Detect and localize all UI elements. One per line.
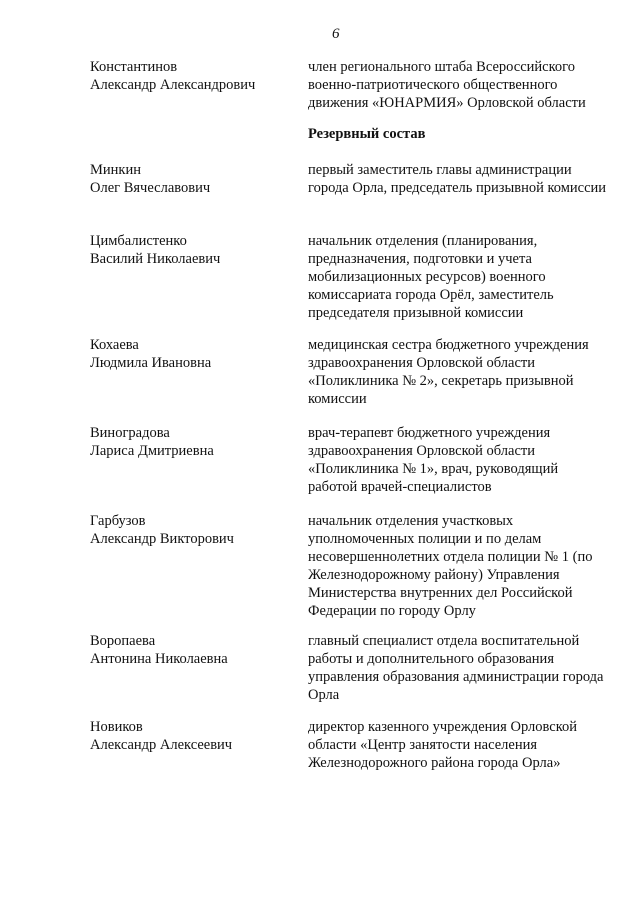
member-name bbox=[90, 512, 290, 548]
member-surname: Воропаева bbox=[90, 633, 156, 649]
member-given-names: Александр Алексеевич bbox=[90, 737, 233, 753]
member-name bbox=[90, 424, 290, 460]
member-given-names: Александр Александрович bbox=[90, 77, 256, 93]
member-position: первый заместитель главы администрации города Орла, председатель призывной комиссии bbox=[308, 162, 607, 196]
reserve-section-heading: Резервный состав bbox=[308, 126, 426, 142]
member-given-names: Лариса Дмитриевна bbox=[90, 443, 214, 459]
member-name bbox=[90, 58, 290, 94]
member-given-names: Антонина Николаевна bbox=[90, 651, 228, 667]
member-position: начальник отделения (планирования, предназначения, подготовки и учета мобилизационных ресурсов) военного комиссариата города Орёл, заместитель председателя призывной комиссии bbox=[308, 233, 554, 321]
member-given-names: Людмила Ивановна bbox=[90, 355, 212, 371]
member-position: директор казенного учреждения Орловской области «Центр занятости населения Железнодорожного района города Орла» bbox=[308, 719, 578, 771]
member-surname: Константинов bbox=[90, 59, 178, 75]
member-position: член регионального штаба Всероссийского военно-патриотического общественного движения «ЮНАРМИЯ» Орловской области bbox=[308, 59, 586, 111]
member-surname: Гарбузов bbox=[90, 513, 146, 529]
member-name bbox=[90, 718, 290, 754]
member-surname: Кохаева bbox=[90, 337, 139, 353]
member-position: медицинская сестра бюджетного учреждения здравоохранения Орловской области «Поликлиника № 2», секретарь призывной комиссии bbox=[308, 337, 589, 407]
member-given-names: Олег Вячеславович bbox=[90, 180, 211, 196]
member-surname: Виноградова bbox=[90, 425, 170, 441]
member-position: врач-терапевт бюджетного учреждения здравоохранения Орловской области «Поликлиника № 1», врач, руководящий работой врачей-специалистов bbox=[308, 425, 559, 495]
member-given-names: Василий Николаевич bbox=[90, 251, 221, 267]
member-position: главный специалист отдела воспитательной работы и дополнительного образования управления образования администрации города Орла bbox=[308, 633, 604, 703]
member-position: начальник отделения участковых уполномоченных полиции и по делам несовершеннолетних отдела полиции № 1 (по Железнодорожному району) Управления Министерства внутренних дел Российской Федерации по городу Орлу bbox=[308, 513, 593, 619]
page-number: 6 bbox=[332, 26, 340, 42]
member-name bbox=[90, 632, 290, 668]
member-surname: Минкин bbox=[90, 162, 141, 178]
member-name bbox=[90, 336, 290, 372]
member-given-names: Александр Викторович bbox=[90, 531, 234, 547]
member-name bbox=[90, 161, 290, 197]
member-surname: Новиков bbox=[90, 719, 143, 735]
member-name bbox=[90, 232, 290, 268]
member-surname: Цимбалистенко bbox=[90, 233, 187, 249]
